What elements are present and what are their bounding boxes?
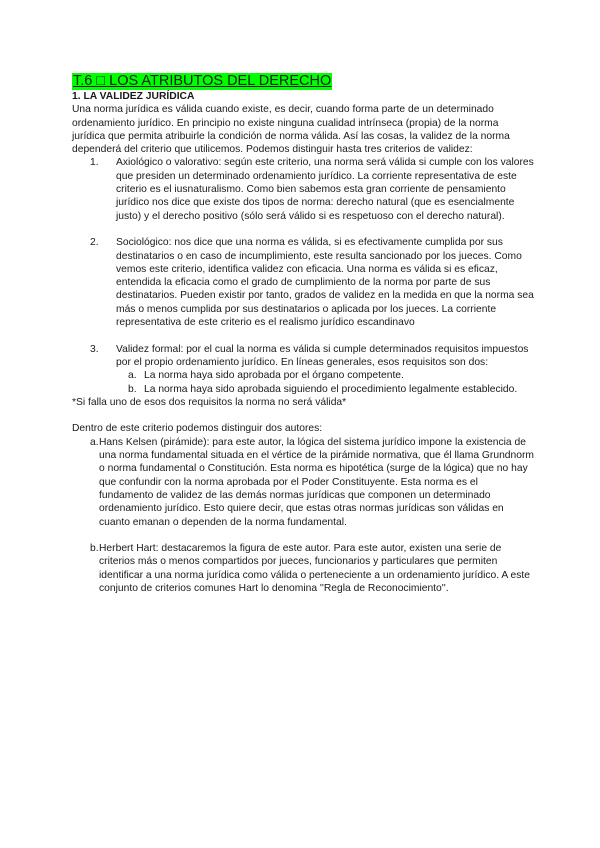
spacer bbox=[72, 223, 534, 236]
criterion-text: Validez formal: por el cual la norma es válida si cumple determinados requisitos impuestos por el propio ordenamiento jurídico. En líneas generales, esos requisitos son dos: bbox=[116, 343, 529, 368]
section-title: 1. LA VALIDEZ JURÍDICA bbox=[72, 91, 195, 102]
list-letter: b. bbox=[128, 383, 137, 395]
requirement-item bbox=[72, 383, 534, 396]
author-text: Hans Kelsen (pirámide): para este autor, la lógica del sistema jurídico impone la existencia de una norma fundamental situada en el vértice de la pirámide normativa, que él llama Grundnorm o norma fundamental o Constitución. Esta norma es hipotética (surge de la lógica) que no hay que confundir con la norma aprobada por el Poder Constituyente. Esta norma es el fundamento de validez de las demás normas jurídicas que componen un determinado ordenamiento jurídico. Esto quiere decir, que estas otras normas jurídicas son válidas en cuanto emanan o dependen de la norma fundamental. bbox=[99, 436, 534, 528]
requirements-list bbox=[72, 369, 534, 396]
criteria-list bbox=[72, 156, 534, 369]
requirement-item bbox=[72, 369, 534, 382]
spacer bbox=[72, 529, 534, 542]
author-text: Herbert Hart: destacaremos la figura de este autor. Para este autor, existen una serie de criterios más o menos compartidos por jueces, funcionarios y particulares que permiten identificar a una norma jurídica como válida o perteneciente a un ordenamiento jurídico. A este conjunto de criterios comunes Hart lo denomina ''Regla de Reconocimiento''. bbox=[99, 543, 531, 594]
document-title: T.6 □ LOS ATRIBUTOS DEL DERECHO bbox=[73, 73, 332, 89]
note-text: *Si falla uno de esos dos requisitos la norma no será válida* bbox=[72, 396, 347, 408]
requirement-text: La norma haya sido aprobada siguiendo el procedimiento legalmente establecido. bbox=[144, 383, 518, 395]
authors-intro: Dentro de este criterio podemos distinguir dos autores: bbox=[72, 423, 323, 435]
author-kelsen bbox=[72, 436, 534, 529]
spacer bbox=[72, 329, 534, 342]
author-hart bbox=[72, 542, 534, 595]
list-number: 1. bbox=[90, 157, 99, 169]
list-letter: b. bbox=[90, 543, 99, 555]
criterion-axiologico bbox=[72, 156, 534, 222]
list-letter: a. bbox=[128, 370, 137, 382]
list-number: 3. bbox=[90, 343, 99, 355]
spacer bbox=[72, 409, 534, 422]
document-body bbox=[72, 73, 534, 595]
criterion-text: Sociológico: nos dice que una norma es válida, si es efectivamente cumplida por sus destinatarios o en caso de incumplimiento, este resulta sancionado por los jueces. Como vemos este criterio, identifica validez con eficacia. Una norma es válida si es eficaz, entendida la eficacia como el grado de cumplimiento de la norma por parte de sus destinatarios. Pueden existir por tanto, grados de validez en la medida en que la norma sea más o menos cumplida por sus destinatarios o aplicada por los jueces. La corriente representativa de este criterio es el realismo jurídico escandinavo bbox=[116, 237, 534, 329]
list-letter: a. bbox=[90, 436, 99, 448]
intro-paragraph: Una norma jurídica es válida cuando existe, es decir, cuando forma parte de un determinado ordenamiento jurídico. En principio no existe ninguna cualidad intrínseca (propia) de la norma jurídica que permita atribuirle la condición de norma válida. Así las cosas, la validez de la norma dependerá del criterio que utilicemos. Podemos distinguir hasta tres criterios de validez: bbox=[72, 104, 510, 156]
criterion-sociologico bbox=[72, 236, 534, 329]
requirement-text: La norma haya sido aprobada por el órgano competente. bbox=[144, 370, 404, 382]
list-number: 2. bbox=[90, 237, 99, 249]
criterion-validez-formal bbox=[72, 343, 534, 370]
authors-list bbox=[72, 436, 534, 596]
criterion-text: Axiológico o valorativo: según este criterio, una norma será válida si cumple con los valores que presiden un determinado ordenamiento jurídico. La corriente representativa de este criterio es el iusnaturalismo. Como bien sabemos esta gran corriente de pensamiento jurídico nos dice que existe dos tipos de norma: derecho natural (que es esencialmente justo) y el derecho positivo (sólo será válido si es respetuoso con el derecho natural). bbox=[116, 157, 534, 222]
